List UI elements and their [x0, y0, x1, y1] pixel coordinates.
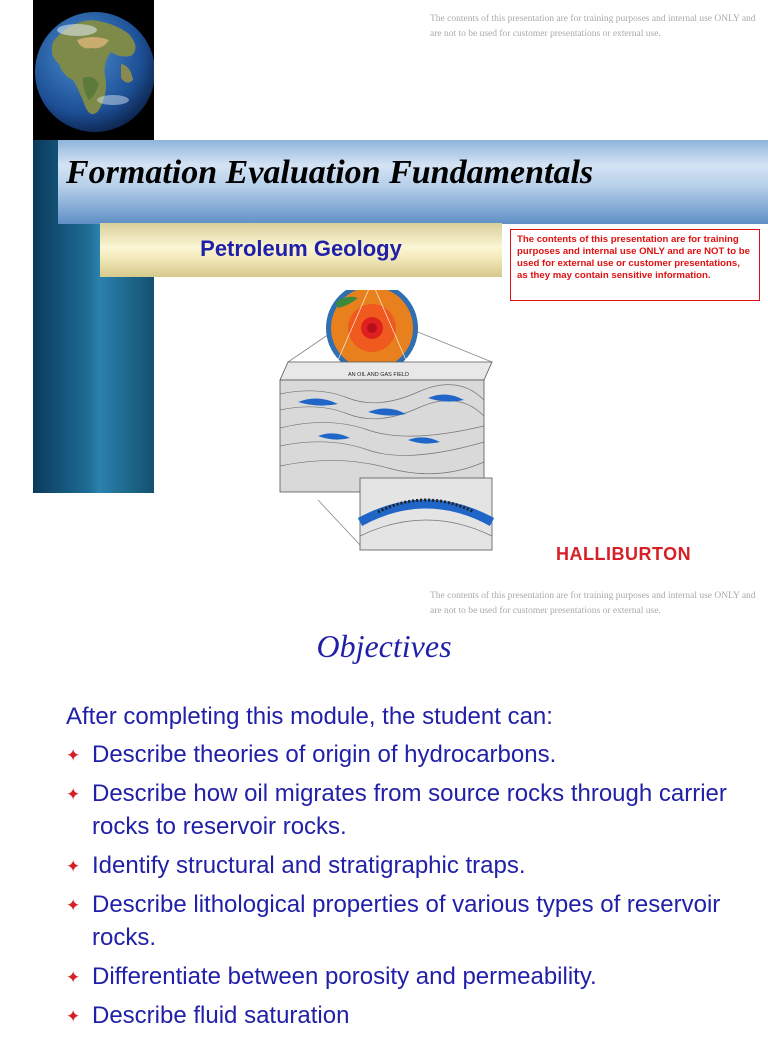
disclaimer-top-slide2: The contents of this presentation are for training purposes and internal use ONLY and are not to be used for customer presentations or external use.	[430, 591, 756, 616]
earth-globe-image	[33, 0, 154, 140]
earth-globe-icon	[33, 0, 154, 140]
warning-notice: The contents of this presentation are for training purposes and internal use ONLY and are NOT to be used for external use or customer presentations, as they may contain sensitive information.	[510, 229, 760, 301]
list-item: ✦ Describe fluid saturation	[66, 999, 756, 1032]
slide-title: Formation Evaluation Fundamentals	[66, 154, 594, 191]
slide-subtitle: Petroleum Geology	[200, 236, 402, 261]
list-item: ✦ Describe how oil migrates from source rocks through carrier rocks to reservoir rocks.	[66, 780, 727, 840]
four-point-star-icon: ✦	[66, 785, 81, 804]
objectives-intro: After completing this module, the student can:	[66, 703, 553, 730]
list-item: ✦ Identify structural and stratigraphic traps.	[66, 849, 756, 882]
halliburton-logo: HALLIBURTON	[556, 544, 692, 564]
objectives-heading: Objectives	[316, 628, 452, 664]
objectives-list	[66, 738, 756, 1038]
figure-label: AN OIL AND GAS FIELD	[348, 372, 409, 378]
list-item: ✦ Describe lithological properties of various types of reservoir rocks.	[66, 891, 721, 951]
four-point-star-icon: ✦	[66, 896, 81, 915]
four-point-star-icon: ✦	[66, 746, 81, 765]
list-item: ✦ Differentiate between porosity and permeability.	[66, 960, 756, 993]
list-item: ✦ Describe theories of origin of hydrocarbons.	[66, 738, 756, 771]
four-point-star-icon: ✦	[66, 1007, 81, 1026]
oil-gas-field-illustration	[278, 290, 496, 552]
four-point-star-icon: ✦	[66, 968, 81, 987]
four-point-star-icon: ✦	[66, 857, 81, 876]
disclaimer-top-slide1: The contents of this presentation are for training purposes and internal use ONLY and are not to be used for customer presentations or external use.	[430, 14, 756, 39]
